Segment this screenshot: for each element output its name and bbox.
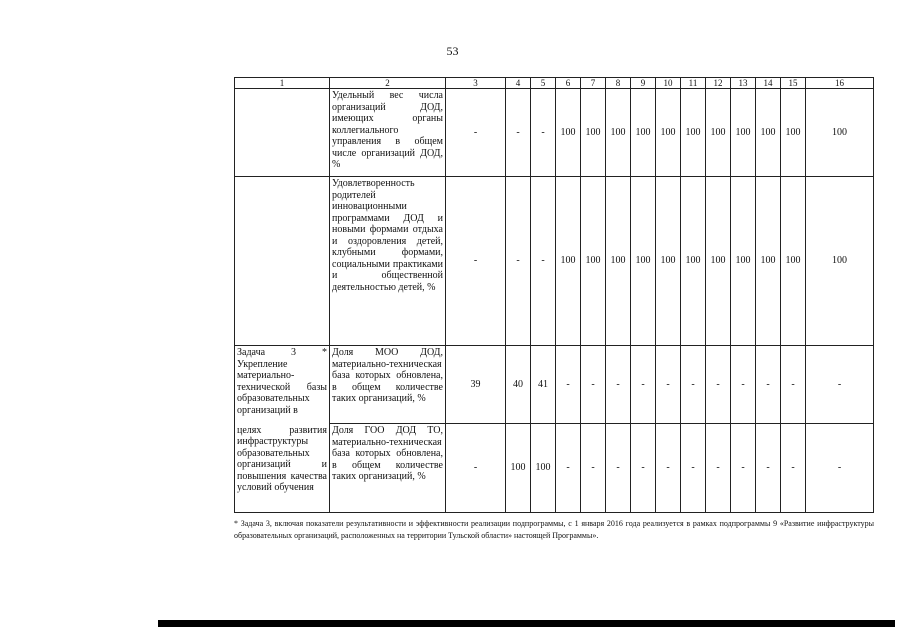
- value-cell: 100: [706, 177, 731, 346]
- value-cell: -: [531, 89, 556, 177]
- value-cell: -: [656, 346, 681, 424]
- value-cell: 39: [446, 346, 506, 424]
- table-row: [235, 346, 874, 424]
- value-cell: 100: [781, 177, 806, 346]
- value-cell: 100: [756, 89, 781, 177]
- value-cell: 100: [606, 89, 631, 177]
- indicator-cell: Удельный вес числа организаций ДОД, имеющих органы коллегиального управления в общем числе организаций ДОД, %: [330, 89, 446, 177]
- value-cell: -: [781, 424, 806, 513]
- value-cell: 100: [806, 177, 874, 346]
- value-cell: -: [581, 424, 606, 513]
- value-cell: 100: [756, 177, 781, 346]
- task-cell-empty: [235, 89, 330, 177]
- indicators-table: [234, 77, 874, 513]
- value-cell: -: [631, 424, 656, 513]
- value-cell: -: [706, 424, 731, 513]
- value-cell: -: [606, 424, 631, 513]
- value-cell: -: [681, 424, 706, 513]
- col-header: 14: [756, 78, 781, 89]
- col-header: 1: [235, 78, 330, 89]
- table-row: [235, 424, 874, 513]
- value-cell: 100: [556, 89, 581, 177]
- col-header: 16: [806, 78, 874, 89]
- value-cell: -: [656, 424, 681, 513]
- task-cell: Задача 3 * Укрепление материально-технической базы образовательных организаций в: [235, 346, 330, 424]
- value-cell: -: [731, 424, 756, 513]
- value-cell: 100: [631, 89, 656, 177]
- value-cell: 100: [731, 89, 756, 177]
- value-cell: -: [806, 424, 874, 513]
- value-cell: -: [446, 177, 506, 346]
- header-row: [235, 78, 874, 89]
- value-cell: 100: [581, 89, 606, 177]
- task-cell-continued: целях развития инфраструктуры образовательных организаций и повышения качества условий обучения: [235, 424, 330, 513]
- value-cell: 100: [606, 177, 631, 346]
- value-cell: -: [506, 89, 531, 177]
- bottom-rule: [158, 620, 895, 627]
- value-cell: -: [756, 346, 781, 424]
- col-header: 6: [556, 78, 581, 89]
- value-cell: 100: [681, 177, 706, 346]
- value-cell: -: [446, 89, 506, 177]
- value-cell: 100: [631, 177, 656, 346]
- value-cell: 40: [506, 346, 531, 424]
- value-cell: -: [806, 346, 874, 424]
- col-header: 5: [531, 78, 556, 89]
- value-cell: -: [631, 346, 656, 424]
- footnote: * Задача 3, включая показатели результативности и эффективности реализации подпрограммы, с 1 января 2016 года реализуется в рамках подпрограммы 9 «Развитие инфраструктуры образовательных организаций, расположенных на территории Тульской области» настоящей Программы».: [234, 519, 874, 540]
- value-cell: -: [581, 346, 606, 424]
- value-cell: 100: [556, 177, 581, 346]
- value-cell: -: [781, 346, 806, 424]
- value-cell: 100: [656, 177, 681, 346]
- value-cell: -: [531, 177, 556, 346]
- value-cell: 100: [506, 424, 531, 513]
- indicator-cell: Доля ГОО ДОД ТО, материально-техническая база которых обновлена, в общем количестве таких организаций, %: [330, 424, 446, 513]
- value-cell: 100: [681, 89, 706, 177]
- value-cell: 100: [531, 424, 556, 513]
- value-cell: -: [756, 424, 781, 513]
- value-cell: -: [506, 177, 531, 346]
- col-header: 2: [330, 78, 446, 89]
- indicator-cell: Удовлетворенность родителей инновационными программами ДОД и новыми формами отдыха и оздоровления детей, клубными формами, социальными практиками и общественной деятельностью детей, %: [330, 177, 446, 346]
- table-row: [235, 177, 874, 346]
- col-header: 11: [681, 78, 706, 89]
- value-cell: 100: [581, 177, 606, 346]
- value-cell: 100: [656, 89, 681, 177]
- value-cell: -: [446, 424, 506, 513]
- col-header: 13: [731, 78, 756, 89]
- value-cell: 100: [806, 89, 874, 177]
- value-cell: 41: [531, 346, 556, 424]
- table-row: [235, 89, 874, 177]
- col-header: 15: [781, 78, 806, 89]
- page-number: 53: [446, 44, 459, 58]
- col-header: 3: [446, 78, 506, 89]
- value-cell: 100: [781, 89, 806, 177]
- value-cell: 100: [706, 89, 731, 177]
- value-cell: -: [556, 424, 581, 513]
- value-cell: -: [706, 346, 731, 424]
- task-cell-empty: [235, 177, 330, 346]
- col-header: 4: [506, 78, 531, 89]
- value-cell: -: [606, 346, 631, 424]
- col-header: 9: [631, 78, 656, 89]
- indicator-cell: Доля МОО ДОД, материально-техническая база которых обновлена, в общем количестве таких организаций, %: [330, 346, 446, 424]
- col-header: 8: [606, 78, 631, 89]
- value-cell: -: [556, 346, 581, 424]
- value-cell: -: [681, 346, 706, 424]
- col-header: 12: [706, 78, 731, 89]
- value-cell: -: [731, 346, 756, 424]
- col-header: 7: [581, 78, 606, 89]
- col-header: 10: [656, 78, 681, 89]
- value-cell: 100: [731, 177, 756, 346]
